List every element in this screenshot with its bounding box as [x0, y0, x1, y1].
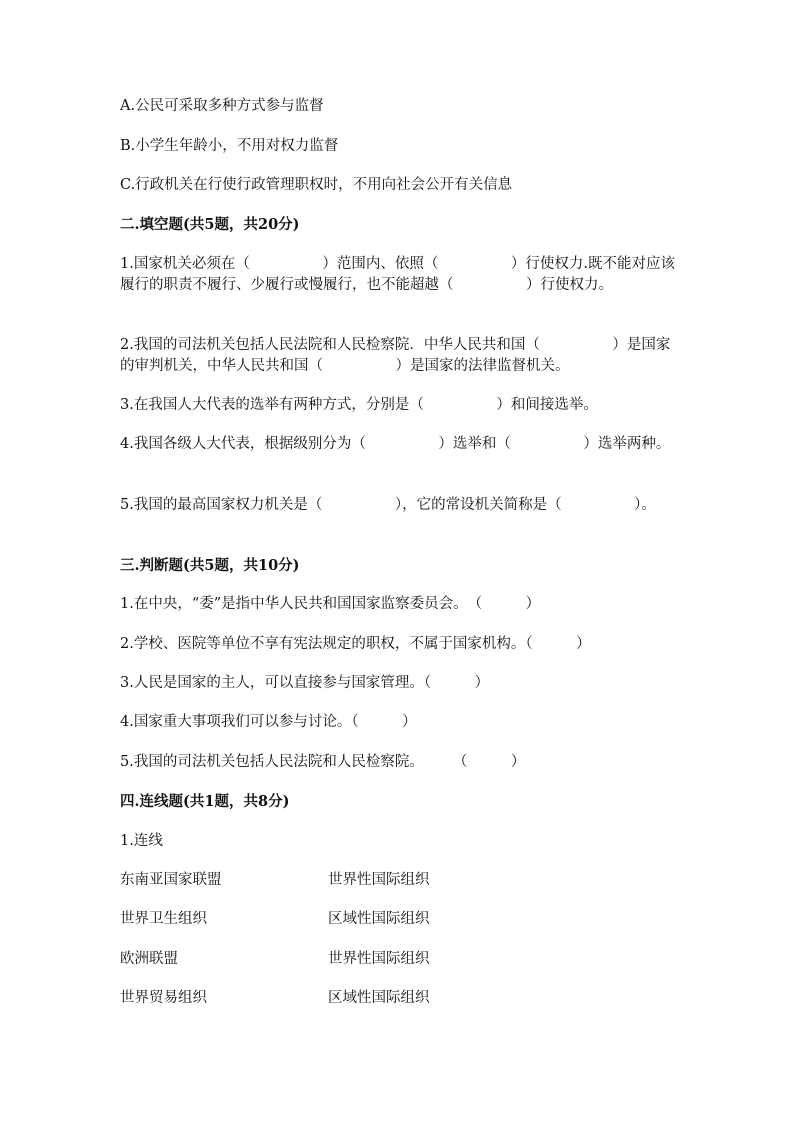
match-right-item: 区域性国际组织	[328, 990, 430, 1006]
match-right-item: 区域性国际组织	[328, 911, 430, 927]
match-right-item: 世界性国际组织	[328, 951, 430, 967]
choice-a: A.公民可采取多种方式参与监督	[120, 98, 324, 114]
section-3-heading: 三.判断题(共5题，共10分)	[120, 557, 300, 574]
judge-question-1: 1.在中央，“委”是指中华人民共和国国家监察委员会。 （ ）	[120, 596, 541, 612]
match-right-item: 世界性国际组织	[328, 872, 430, 888]
fill-question-4: 4.我国各级人大代表，根据级别分为（ ）选举和（ ）选举两种。	[120, 436, 671, 452]
match-left-item: 东南亚国家联盟	[120, 872, 222, 888]
match-question: 1.连线	[120, 833, 163, 849]
section-2-heading: 二.填空题(共5题，共20分)	[120, 216, 300, 233]
fill-question-3: 3.在我国人大代表的选举有两种方式，分别是（ ）和间接选举。	[120, 397, 598, 413]
fill-question-5: 5.我国的最高国家权力机关是（ ），它的常设机关简称是（ ）。	[120, 497, 656, 513]
section-4-heading: 四.连线题(共1题，共8分)	[120, 793, 290, 810]
match-left-item: 欧洲联盟	[120, 951, 178, 967]
judge-question-3: 3.人民是国家的主人，可以直接参与国家管理。（ ）	[120, 675, 490, 691]
judge-question-2: 2.学校、医院等单位不享有宪法规定的职权，不属于国家机构。（ ）	[120, 636, 591, 652]
fill-question-1: 1.国家机关必须在（ ）范围内、依照（ ）行使权力.既不能对应该履行的职责不履行、少履行或慢履行，也不能超越（ ）行使权力。	[120, 256, 675, 293]
choice-b: B.小学生年龄小，不用对权力监督	[120, 138, 339, 154]
match-left-item: 世界卫生组织	[120, 911, 207, 927]
judge-question-4: 4.国家重大事项我们可以参与讨论。（ ）	[120, 714, 417, 730]
choice-c: C.行政机关在行使行政管理职权时，不用向社会公开有关信息	[120, 177, 513, 193]
judge-question-5: 5.我国的司法机关包括人民法院和人民检察院。 （ ）	[120, 754, 526, 770]
fill-question-2: 2.我国的司法机关包括人民法院和人民检察院．中华人民共和国（ ）是国家的审判机关，中华人民共和国（ ）是国家的法律监督机关。	[120, 337, 671, 374]
match-left-item: 世界贸易组织	[120, 990, 207, 1006]
